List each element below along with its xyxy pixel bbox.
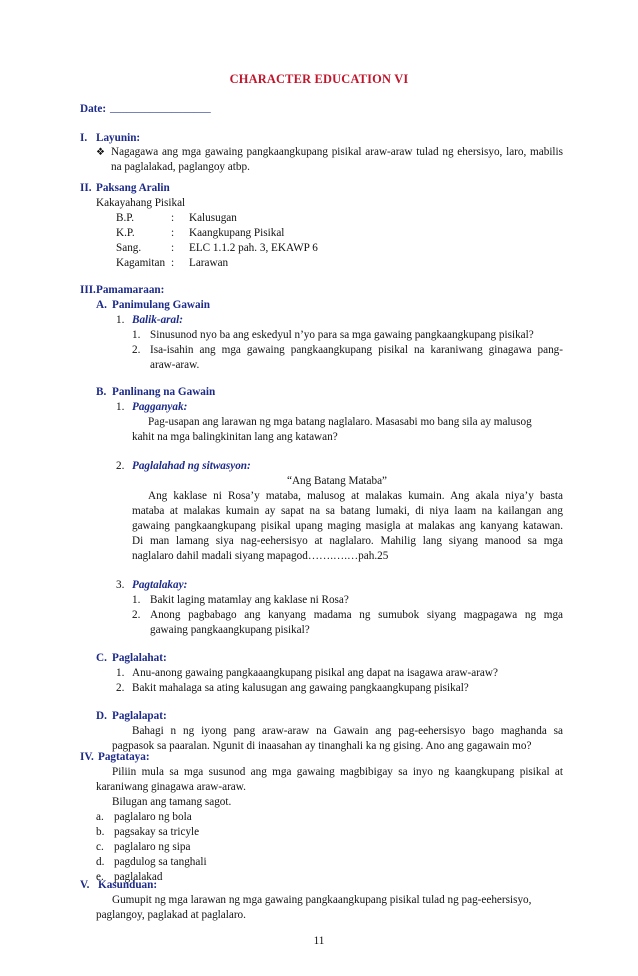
panlinang-heading: Panlinang na Gawain [112,386,216,398]
section-numeral-iv: IV. [80,751,94,763]
page-title: CHARACTER EDUCATION VI [229,72,409,86]
section-numeral-v: V. [80,879,90,891]
choice-letter: a. [96,811,104,823]
item-number: 2. [116,682,125,694]
panimulang-gawain-heading: Panimulang Gawain [112,299,210,311]
paksang-row-sep: : [171,242,175,254]
story-line: Di man lamang siya nag-eehersisyo at naglalaro. Mahilig lang siyang manood sa mga [132,535,563,547]
choice-text: pagsakay sa tricyle [114,826,200,838]
pagtataya-instruction-cont: karaniwang ginagawa araw-araw. [96,781,246,793]
choice-letter: d. [96,856,105,868]
section-numeral-i: I. [80,132,88,144]
choice-letter: e. [96,871,104,883]
item-number: 1. [132,594,141,606]
kasunduan-heading: Kasunduan: [98,879,158,891]
story-line: gawaing pangkaangkupang pisikal upang maging masigla at malakas ang kanyang katawan. [132,520,563,532]
pagtalakay-heading: Pagtalakay: [132,579,188,591]
item-number: 2. [132,609,141,621]
paksang-row-sep: : [171,257,175,269]
paglalahat-question-1: Anu-anong gawaing pangkaaangkupang pisikal ang dapat na isagawa araw-araw? [132,667,498,679]
paglalahat-question-2: Bakit mahalaga sa ating kalusugan ang gawaing pangkaangkupang pisikal? [132,682,469,694]
paglalahad-heading: Paglalahad ng sitwasyon: [132,460,251,472]
choice-letter: c. [96,841,104,853]
paksang-row-value: ELC 1.1.2 pah. 3, EKAWP 6 [189,242,318,254]
paksang-row-value: Kaangkupang Pisikal [189,227,285,239]
paksang-row-key: Kagamitan [116,257,166,269]
section-numeral-ii: II. [80,182,92,194]
paglalapat-heading: Paglalapat: [112,710,167,722]
item-number: 1. [116,314,125,326]
subsection-letter-a: A. [96,299,107,311]
date-label: Date: [80,103,107,115]
paksang-row-key: K.P. [116,227,135,239]
item-number: 3. [116,579,125,591]
choice-text: paglalaro ng sipa [114,841,191,853]
pagtataya-bilugan: Bilugan ang tamang sagot. [112,796,232,808]
diamond-bullet-icon: ❖ [96,147,105,158]
layunin-text: Nagagawa ang mga gawaing pangkaangkupang pisikal araw-araw tulad ng ehersisyo, laro, mabilis na paglalakad, paglangoy atbp. [111,146,563,173]
story-title: “Ang Batang Mataba” [287,475,388,487]
pagtataya-instruction: Piliin mula sa mga susunod ang mga gawaing magbibigay sa inyo ng kaangkupang pisikal at [112,766,563,778]
paksang-row-value: Kalusugan [189,212,237,224]
item-number: 1. [116,401,125,413]
item-number: 2. [132,344,141,356]
story-line: mataba at malakas kumain ay sapat na sa batang lumaki, di niya laam na kailangan ang [132,505,563,517]
paksang-heading: Paksang Aralin [96,182,170,194]
paglalapat-text-cont: pagpasok sa paaralan. Ngunit di inaasahan ay tinanghali ka ng gising. Ano ang gagawain mo? [112,740,532,752]
layunin-heading: Layunin: [96,132,141,144]
pagganyak-text: Pag-usapan ang larawan ng mga batang naglalaro. Masasabi mo bang sila ay malusog [148,416,532,428]
balik-aral-question-2: Isa-isahin ang mga gawaing pangkaangkupang pisikal na karaniwang ginagawa pang- [150,344,563,356]
story-line: Ang kaklase ni Rosa’y mataba, malusog at malakas kumain. Ang akala niya’y basta [148,490,563,502]
item-number: 1. [116,667,125,679]
story-line: naglalaro dahil madali siyang mapagod…….….…pah.25 [132,550,389,562]
subsection-letter-d: D. [96,710,107,722]
paksang-subtitle: Kakayahang Pisikal [96,197,186,209]
date-blank: __________________ [110,102,211,114]
paksang-row-sep: : [171,212,175,224]
choice-text: paglalakad [114,871,163,883]
paglalahat-heading: Paglalahat: [112,652,167,664]
pagganyak-text-cont: kahit na mga balingkinitan lang ang katawan? [132,431,338,443]
pagtalakay-question-2-cont: gawaing pangkaangkupang pisikal? [150,624,310,636]
choice-text: pagdulog sa tanghali [114,856,207,868]
paksang-row-value: Larawan [189,257,229,269]
paksang-row-sep: : [171,227,175,239]
item-number: 2. [116,460,125,472]
choice-text: paglalaro ng bola [114,811,192,823]
page-number: 11 [313,935,325,947]
choice-letter: b. [96,826,105,838]
kasunduan-text-cont: paglangoy, paglakad at paglalaro. [96,909,246,921]
kasunduan-text: Gumupit ng mga larawan ng mga gawaing pangkaangkupang pisikal tulad ng pag-eehersisyo, [112,894,532,906]
section-numeral-iii: III. [80,284,96,296]
pagtataya-heading: Pagtataya: [98,751,150,763]
balik-aral-question-1: Sinusunod nyo ba ang eskedyul n’yo para sa mga gawaing pangkaangkupang pisikal? [150,329,534,341]
balik-aral-question-2-cont: araw-araw. [150,359,200,371]
pamamaraan-heading: Pamamaraan: [96,284,165,296]
paksang-row-key: B.P. [116,212,135,224]
item-number: 1. [132,329,141,341]
paksang-row-key: Sang. [116,242,142,254]
pagtalakay-question-2: Anong pagbabago ang kanyang madama ng sumubok siyang magpagawa ng mga [150,609,563,621]
pagganyak-heading: Pagganyak: [132,401,188,413]
balik-aral-heading: Balik-aral: [132,314,183,326]
subsection-letter-b: B. [96,386,107,398]
subsection-letter-c: C. [96,652,107,664]
pagtalakay-question-1: Bakit laging matamlay ang kaklase ni Rosa? [150,594,349,606]
paglalapat-text: Bahagi n ng iyong pang araw-araw na Gawain ang pag-eehersisyo bago maghanda sa [132,725,563,737]
